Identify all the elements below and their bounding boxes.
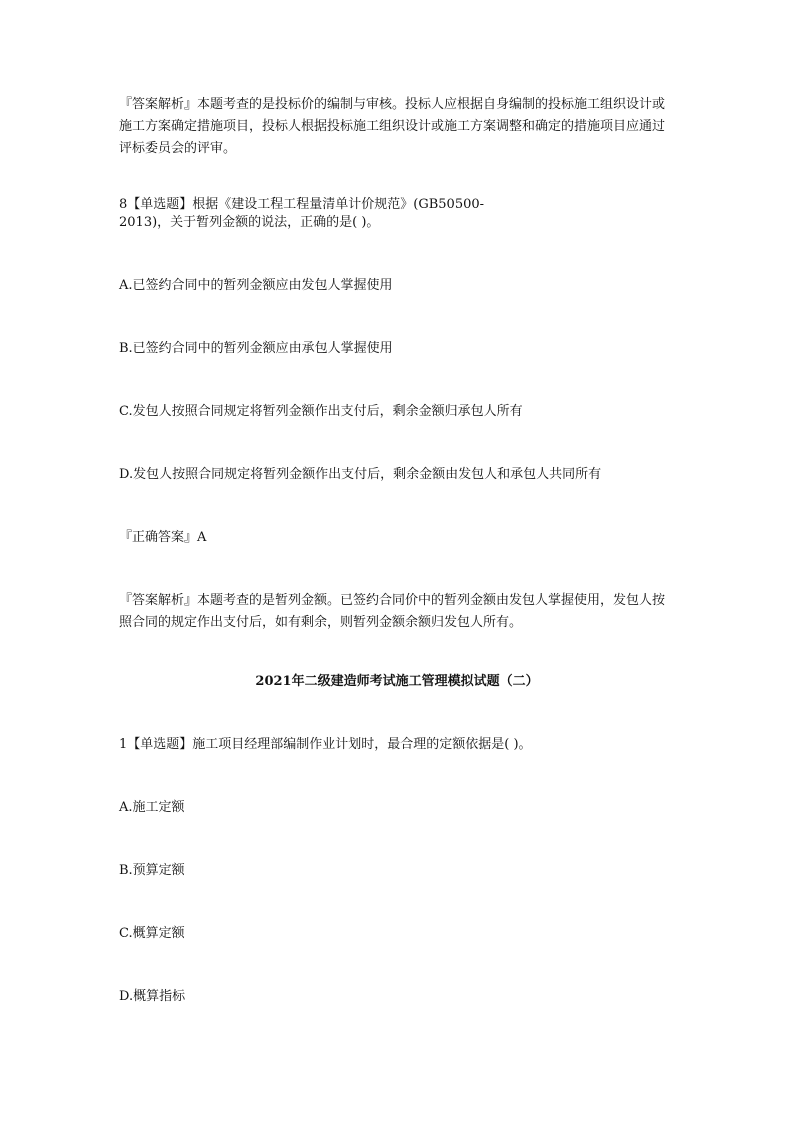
answer-analysis-q8: 『答案解析』本题考查的是暂列金额。已签约合同价中的暂列金额由发包人掌握使用，发包人按照合同的规定作出支付后，如有剩余，则暂列金额余额归发包人所有。 <box>119 593 666 630</box>
section-title: 2021年二级建造师考试施工管理模拟试题（二） <box>255 674 539 689</box>
question-8-line2: 2013)，关于暂列金额的说法，正确的是( )。 <box>119 215 380 230</box>
question-8-option-b: B.已签约合同中的暂列金额应由承包人掌握使用 <box>119 341 393 356</box>
question-1-option-d: D.概算指标 <box>119 989 186 1004</box>
question-8-option-a: A.已签约合同中的暂列金额应由发包人掌握使用 <box>119 278 393 293</box>
question-8-option-d: D.发包人按照合同规定将暂列金额作出支付后，剩余金额由发包人和承包人共同所有 <box>119 467 602 482</box>
question-1-option-c: C.概算定额 <box>119 926 185 941</box>
answer-analysis-q7: 『答案解析』本题考查的是投标价的编制与审核。投标人应根据自身编制的投标施工组织设计或施工方案确定措施项目，投标人根据投标施工组织设计或施工方案调整和确定的措施项目应通过评标委员会的评审。 <box>119 97 666 156</box>
question-1-option-b: B.预算定额 <box>119 863 185 878</box>
question-1-option-a: A.施工定额 <box>119 800 185 815</box>
question-8-correct-answer: 『正确答案』A <box>119 530 207 545</box>
question-8-line1: 8【单选题】根据《建设工程工程量清单计价规范》(GB50500- <box>119 197 485 212</box>
question-1: 1【单选题】施工项目经理部编制作业计划时，最合理的定额依据是( )。 <box>119 737 532 752</box>
question-8-option-c: C.发包人按照合同规定将暂列金额作出支付后，剩余金额归承包人所有 <box>119 404 523 419</box>
